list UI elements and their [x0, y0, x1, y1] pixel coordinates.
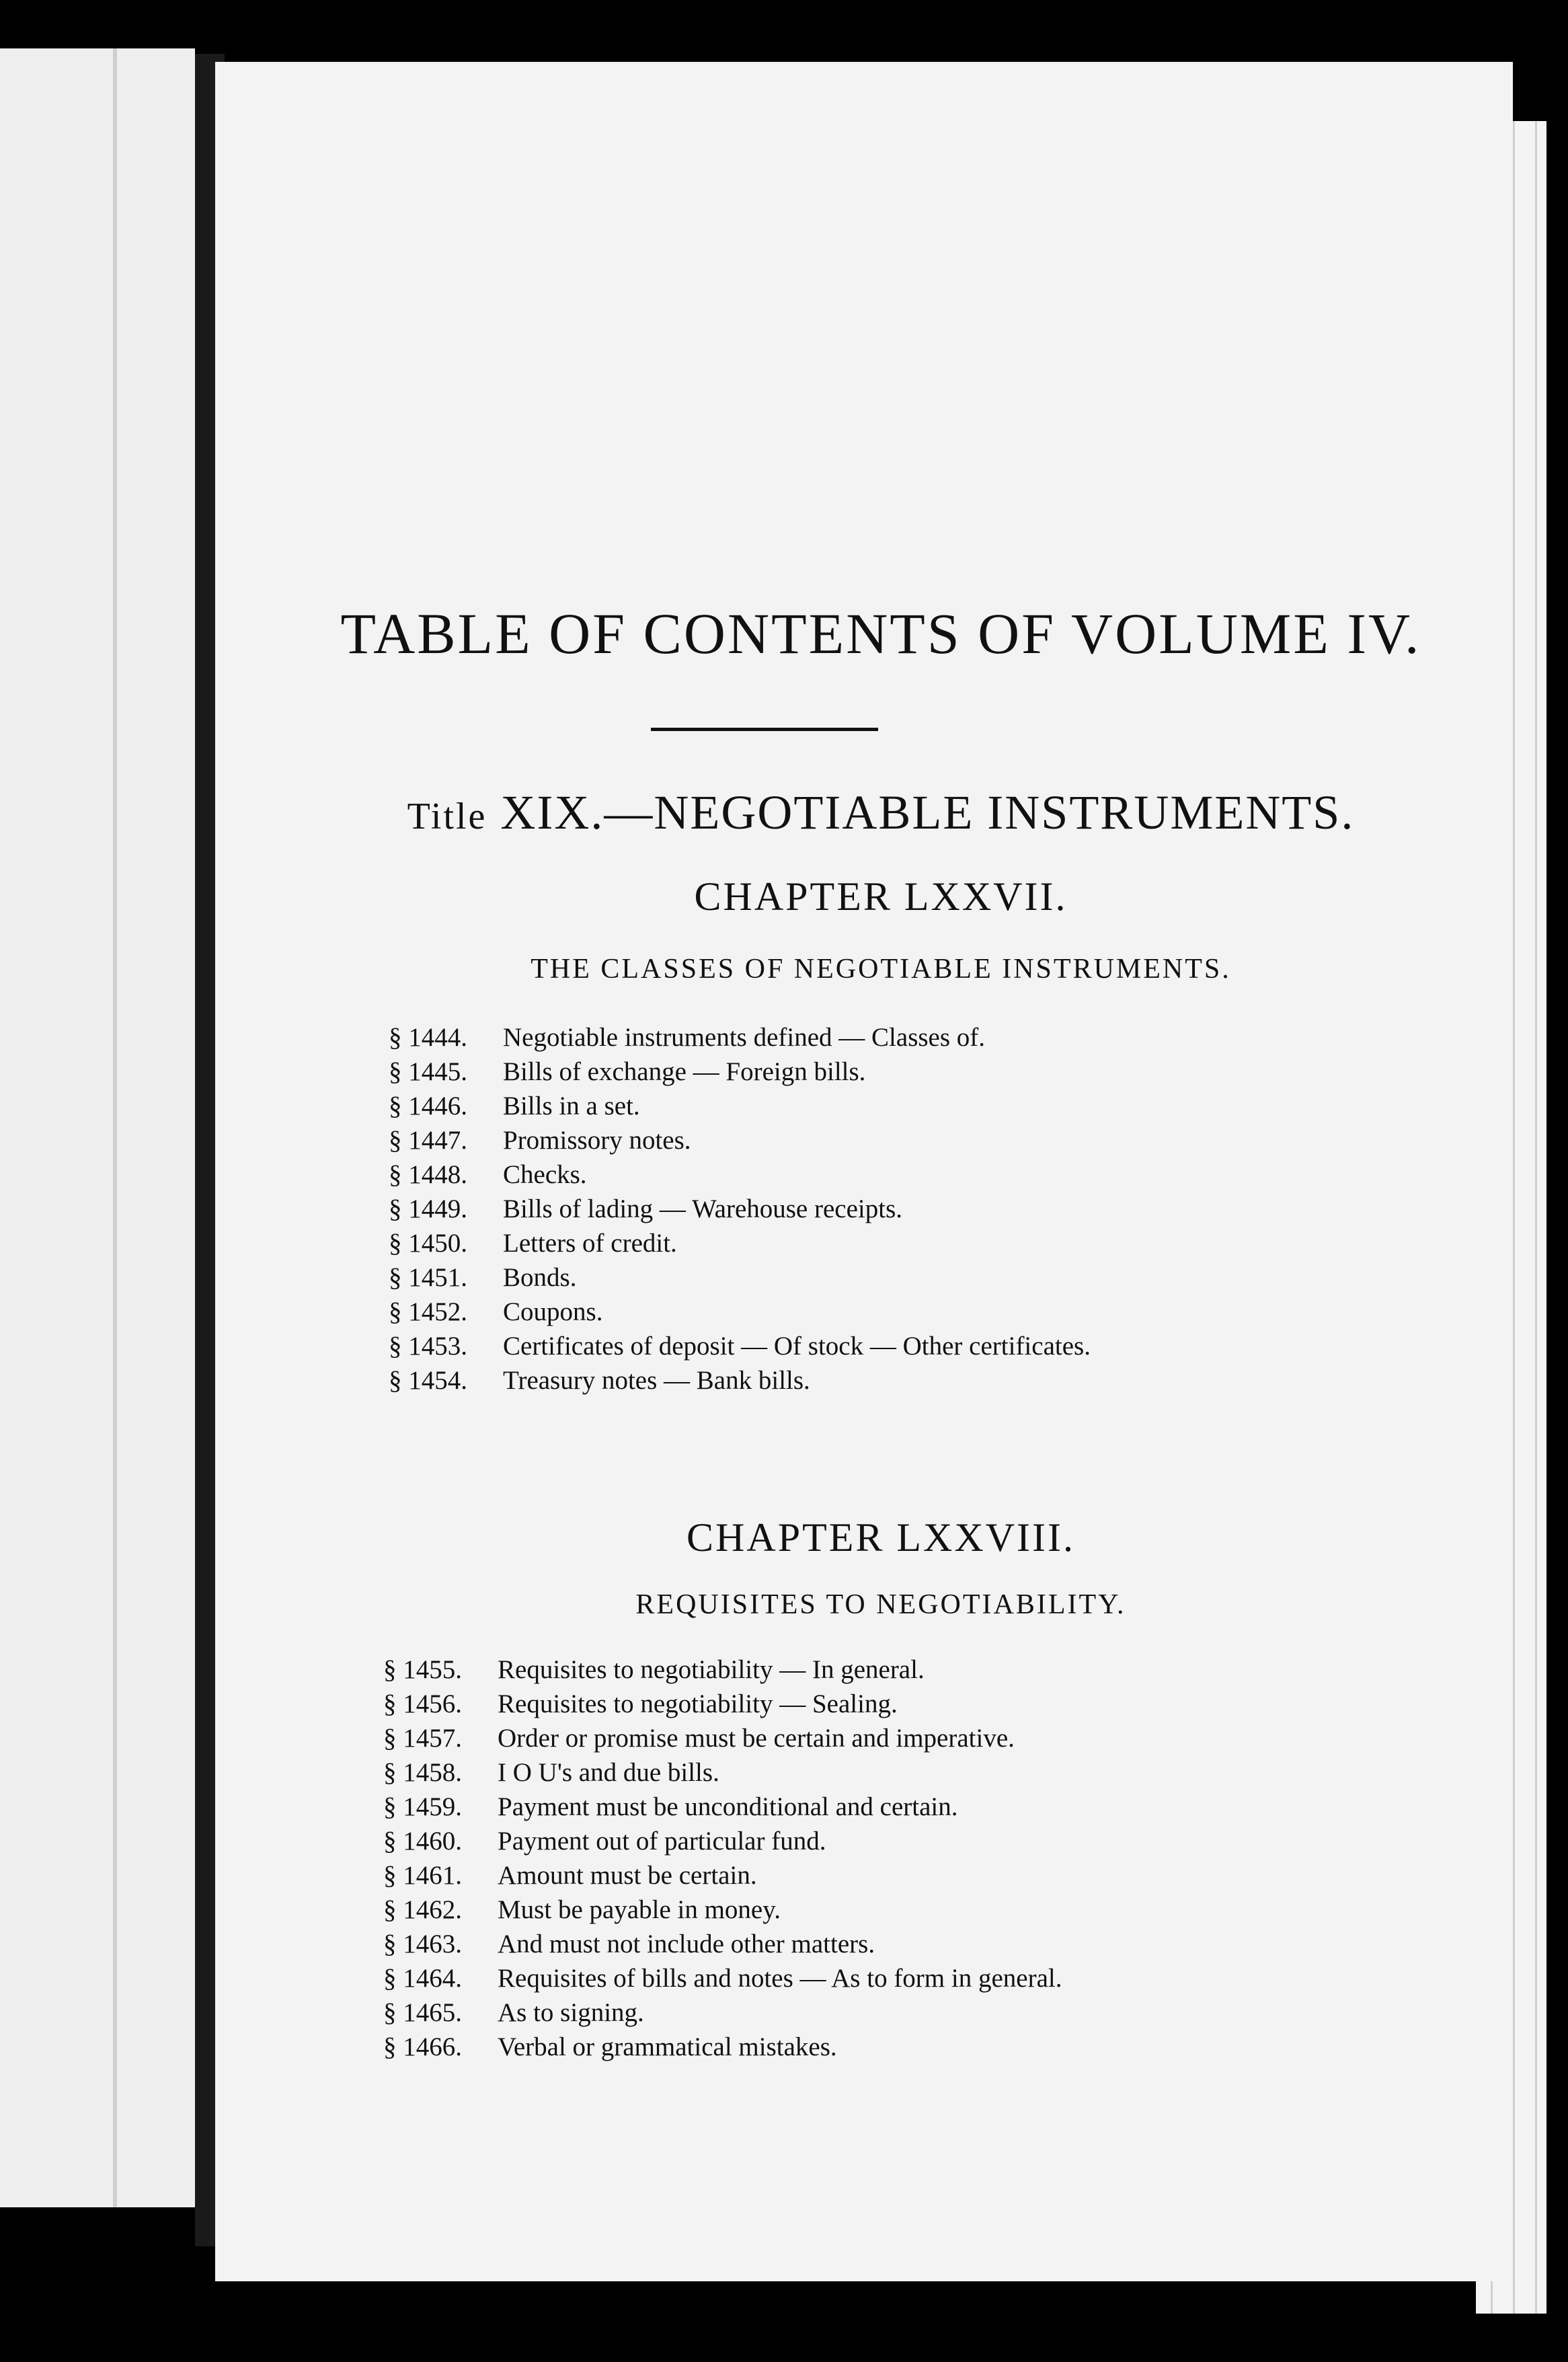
section-number: § 1455.: [383, 1655, 462, 1684]
section-number: § 1449.: [389, 1194, 467, 1223]
section-title: Requisites to negotiability — Sealing.: [498, 1689, 898, 1718]
section-entry: [383, 1790, 1062, 1824]
section-title: Promissory notes.: [503, 1126, 691, 1155]
section-entry: [389, 1089, 1091, 1123]
section-title: Payment must be unconditional and certain.: [498, 1792, 958, 1821]
section-entry: [383, 2030, 1062, 2064]
section-title: Requisites to negotiability — In general.: [498, 1655, 925, 1684]
section-list: [389, 1020, 1091, 1398]
section-entry: [383, 1721, 1062, 1755]
section-number: § 1448.: [389, 1160, 467, 1189]
section-title: Certificates of deposit — Of stock — Other certificates.: [503, 1332, 1091, 1361]
document-page: [215, 62, 1513, 2281]
section-number: § 1456.: [383, 1689, 462, 1718]
section-title: Treasury notes — Bank bills.: [503, 1366, 810, 1395]
section-entry: [383, 1755, 1062, 1790]
section-number: § 1445.: [389, 1057, 467, 1086]
section-title: As to signing.: [498, 1998, 644, 2027]
section-entry: [389, 1157, 1091, 1192]
section-title: Must be payable in money.: [498, 1895, 781, 1924]
section-number: § 1451.: [389, 1263, 467, 1292]
section-title: Bills in a set.: [503, 1092, 640, 1120]
section-title: Checks.: [503, 1160, 587, 1189]
chapter-heading: CHAPTER LXXVII.: [694, 874, 1068, 919]
section-title: Verbal or grammatical mistakes.: [498, 2032, 837, 2061]
section-title: And must not include other matters.: [498, 1930, 875, 1958]
section-entry: [383, 1687, 1062, 1721]
section-number: § 1462.: [383, 1895, 462, 1924]
section-title: Bills of exchange — Foreign bills.: [503, 1057, 866, 1086]
section-entry: [389, 1329, 1091, 1363]
chapter-subtitle: THE CLASSES OF NEGOTIABLE INSTRUMENTS.: [531, 954, 1231, 985]
section-number: § 1458.: [383, 1758, 462, 1787]
title-prefix: Title: [407, 796, 487, 837]
section-number: § 1453.: [389, 1332, 467, 1361]
section-entry: [389, 1363, 1091, 1398]
title-heading: [282, 785, 1479, 841]
section-title: Requisites of bills and notes — As to form in general.: [498, 1964, 1062, 1993]
section-entry: [389, 1192, 1091, 1226]
section-entry: [389, 1123, 1091, 1157]
section-number: § 1447.: [389, 1126, 467, 1155]
section-entry: [383, 1652, 1062, 1687]
section-entry: [389, 1020, 1091, 1055]
section-number: § 1465.: [383, 1998, 462, 2027]
title-rule: [651, 728, 878, 731]
section-number: § 1460.: [383, 1827, 462, 1856]
left-page-fold: [113, 48, 117, 2207]
section-list: [383, 1652, 1062, 2064]
section-number: § 1464.: [383, 1964, 462, 1993]
section-title: Bills of lading — Warehouse receipts.: [503, 1194, 903, 1223]
section-entry: [383, 1961, 1062, 1995]
section-number: § 1463.: [383, 1930, 462, 1958]
section-title: I O U's and due bills.: [498, 1758, 719, 1787]
section-entry: [389, 1226, 1091, 1260]
chapter-subtitle: REQUISITES TO NEGOTIABILITY.: [635, 1589, 1126, 1620]
section-title: Letters of credit.: [503, 1229, 677, 1258]
section-entry: [383, 1927, 1062, 1961]
section-entry: [389, 1260, 1091, 1295]
section-number: § 1459.: [383, 1792, 462, 1821]
section-entry: [383, 1858, 1062, 1893]
section-number: § 1450.: [389, 1229, 467, 1258]
section-title: Coupons.: [503, 1297, 603, 1326]
section-entry: [383, 1995, 1062, 2030]
section-entry: [389, 1295, 1091, 1329]
section-number: § 1446.: [389, 1092, 467, 1120]
section-entry: [383, 1824, 1062, 1858]
page-title: TABLE OF CONTENTS OF VOLUME IV.: [340, 601, 1421, 666]
section-number: § 1452.: [389, 1297, 467, 1326]
section-number: § 1466.: [383, 2032, 462, 2061]
left-page-edge: [0, 48, 195, 2207]
section-number: § 1444.: [389, 1023, 467, 1052]
section-entry: [383, 1893, 1062, 1927]
section-number: § 1454.: [389, 1366, 467, 1395]
section-title: Bonds.: [503, 1263, 577, 1292]
section-title: Negotiable instruments defined — Classes of.: [503, 1023, 986, 1052]
title-name: XIX.—NEGOTIABLE INSTRUMENTS.: [500, 786, 1355, 839]
section-title: Payment out of particular fund.: [498, 1827, 826, 1856]
section-number: § 1461.: [383, 1861, 462, 1890]
section-title: Order or promise must be certain and imperative.: [498, 1724, 1015, 1753]
chapter-heading: CHAPTER LXXVIII.: [687, 1515, 1075, 1560]
section-entry: [389, 1055, 1091, 1089]
section-title: Amount must be certain.: [498, 1861, 757, 1890]
section-number: § 1457.: [383, 1724, 462, 1753]
